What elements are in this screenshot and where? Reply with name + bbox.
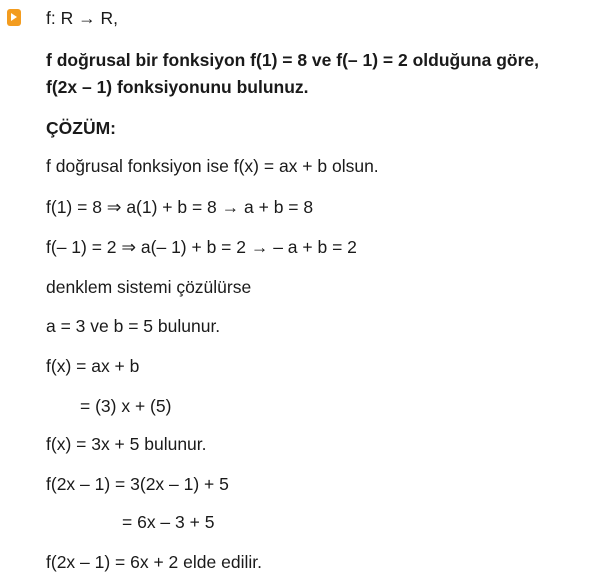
- solution-step-5: a = 3 ve b = 5 bulunur.: [46, 316, 221, 336]
- solution-step-3: f(– 1) = 2 ⇒ a(– 1) + b = 2 → – a + b = 2: [46, 237, 357, 257]
- solution-step-4: denklem sistemi çözülürse: [46, 277, 252, 297]
- solution-step-11: f(2x – 1) = 6x + 2 elde edilir.: [46, 552, 262, 572]
- solution-step-1: f doğrusal fonksiyon ise f(x) = ax + b olsun.: [46, 156, 379, 176]
- solution-step-6: f(x) = ax + b: [46, 356, 140, 376]
- solution-step-7: = (3) x + (5): [80, 396, 172, 416]
- solution-heading: ÇÖZÜM:: [46, 118, 116, 138]
- solution-step-2: f(1) = 8 ⇒ a(1) + b = 8 → a + b = 8: [46, 197, 314, 217]
- play-triangle-icon: [7, 9, 21, 26]
- domain-line: f: R → R,: [46, 8, 118, 28]
- question-line-1: f doğrusal bir fonksiyon f(1) = 8 ve f(– 1) = 2 olduğuna göre,: [46, 50, 539, 70]
- solution-step-10: = 6x – 3 + 5: [122, 512, 215, 532]
- question-line-2: f(2x – 1) fonksiyonunu bulunuz.: [46, 77, 309, 97]
- solution-step-9: f(2x – 1) = 3(2x – 1) + 5: [46, 474, 229, 494]
- solution-step-8: f(x) = 3x + 5 bulunur.: [46, 434, 207, 454]
